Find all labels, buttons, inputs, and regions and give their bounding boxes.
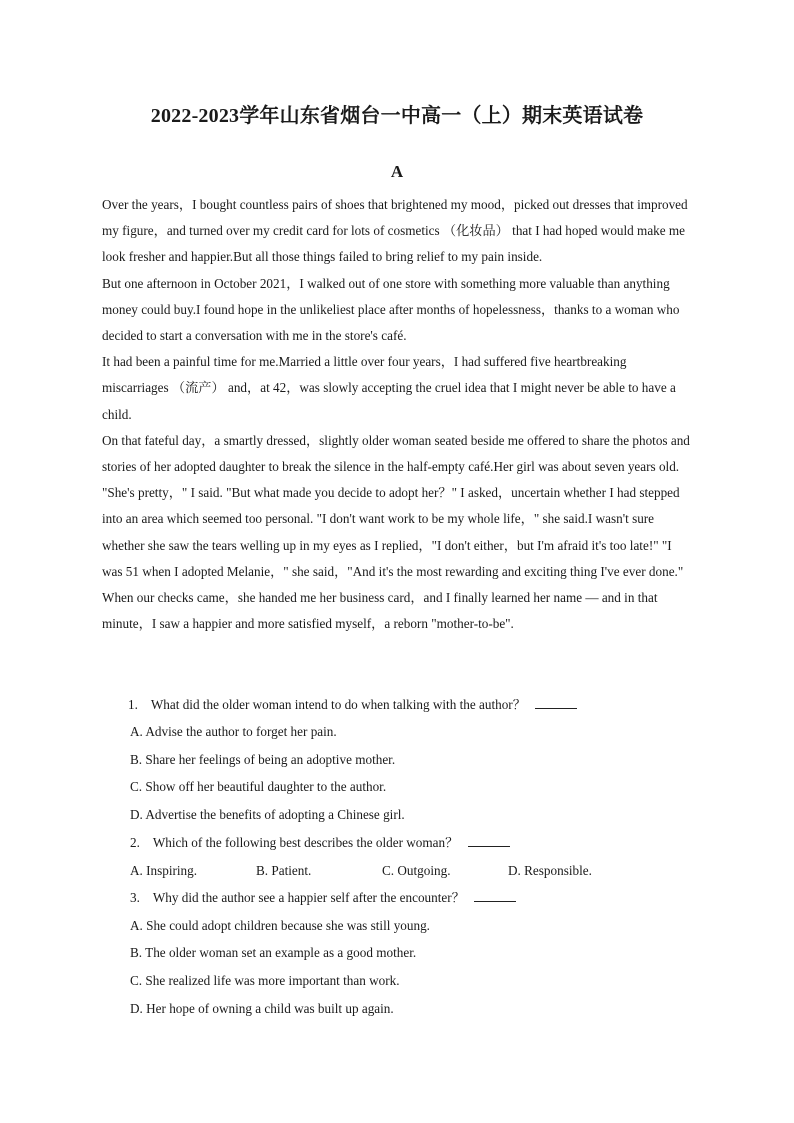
- option-2a[interactable]: [130, 861, 197, 881]
- option-text: The older woman set an example as a good mother.: [145, 945, 417, 960]
- option-text: Advise the author to forget her pain.: [145, 724, 337, 739]
- question-number: 1.: [128, 697, 138, 712]
- option-1a[interactable]: [130, 722, 337, 742]
- option-1d[interactable]: [130, 805, 405, 825]
- reading-passage: [102, 192, 692, 637]
- question-text: Which of the following best describes the older woman？: [152, 835, 459, 850]
- passage-paragraph: But one afternoon in October 2021，I walked out of one store with something more valuable than anything money could buy.I found hope in the unlikeliest place after months of hopelessness，thanks to a woman who decided to start a conversation with me in the store's café.: [102, 275, 680, 344]
- passage-paragraph: Over the years，I bought countless pairs of shoes that brightened my mood，picked out dresses that improved my figure，and turned over my credit card for lots of cosmetics （化妆品） that I had hoped would make me look fresher and happier.But all those things failed to bring relief to my pain inside.: [102, 197, 688, 265]
- question-3: [130, 888, 516, 908]
- question-number: 3.: [130, 890, 140, 905]
- option-1b[interactable]: [130, 750, 395, 770]
- answer-blank[interactable]: [468, 834, 510, 847]
- option-text: Responsible.: [524, 863, 592, 878]
- question-text: Why did the author see a happier self after the encounter？: [152, 890, 465, 905]
- option-letter: C.: [130, 973, 143, 988]
- option-text: She realized life was more important than work.: [145, 973, 400, 988]
- option-letter: D.: [508, 863, 521, 878]
- option-text: Advertise the benefits of adopting a Chinese girl.: [145, 807, 405, 822]
- option-text: Outgoing.: [397, 863, 451, 878]
- option-text: Her hope of owning a child was built up again.: [146, 1001, 394, 1016]
- option-text: Inspiring.: [146, 863, 198, 878]
- passage-paragraph: On that fateful day，a smartly dressed，slightly older woman seated beside me offered to share the photos and stories of her adopted daughter to break the silence in the half-empty café.Her girl was about seven years old.: [102, 432, 690, 475]
- option-letter: A.: [130, 918, 143, 933]
- option-letter: A.: [130, 863, 143, 878]
- option-2b[interactable]: [256, 861, 311, 881]
- page-title: 2022-2023学年山东省烟台一中高一（上）期末英语试卷: [150, 105, 644, 127]
- option-3b[interactable]: [130, 943, 416, 963]
- option-letter: B.: [256, 863, 269, 878]
- section-heading: A: [390, 162, 404, 181]
- passage-paragraph: When our checks came，she handed me her business card，and I finally learned her name — and in that minute，I saw a happier and more satisfied myself，a reborn "mother-to-be".: [102, 590, 658, 632]
- option-letter: C.: [130, 779, 143, 794]
- answer-blank[interactable]: [474, 889, 516, 902]
- option-2d[interactable]: [508, 861, 592, 881]
- option-text: Patient.: [271, 863, 312, 878]
- question-text: What did the older woman intend to do when talking with the author？: [150, 697, 526, 712]
- option-3a[interactable]: [130, 916, 430, 936]
- option-letter: D.: [130, 1001, 143, 1016]
- question-1: [128, 695, 577, 715]
- passage-paragraph: It had been a painful time for me.Married a little over four years，I had suffered five heartbreaking miscarriages （流产） and，at 42，was slowly accepting the cruel idea that I might never be able to have a child.: [102, 354, 676, 422]
- option-letter: D.: [130, 807, 143, 822]
- passage-paragraph: "She's pretty，" I said. "But what made you decide to adopt her？" I asked，uncertain whether I had stepped into an area which seemed too personal. "I don't want work to be my whole life，" she said.I wasn't sure whether she saw the tears welling up in my eyes as I replied，"I don't either，but I'm afraid it's too late!" "I was 51 when I adopted Melanie，" she said，"And it's the most rewarding and exciting thing I've ever done.": [102, 485, 684, 579]
- option-text: Show off her beautiful daughter to the author.: [145, 779, 387, 794]
- answer-blank[interactable]: [535, 696, 577, 709]
- question-2: [130, 833, 510, 853]
- option-1c[interactable]: [130, 777, 386, 797]
- option-letter: C.: [382, 863, 395, 878]
- option-2c[interactable]: [382, 861, 451, 881]
- option-letter: A.: [130, 724, 143, 739]
- option-letter: B.: [130, 752, 143, 767]
- option-letter: B.: [130, 945, 143, 960]
- option-text: Share her feelings of being an adoptive mother.: [145, 752, 396, 767]
- option-3c[interactable]: [130, 971, 400, 991]
- option-text: She could adopt children because she was still young.: [146, 918, 430, 933]
- question-number: 2.: [130, 835, 140, 850]
- option-3d[interactable]: [130, 999, 394, 1019]
